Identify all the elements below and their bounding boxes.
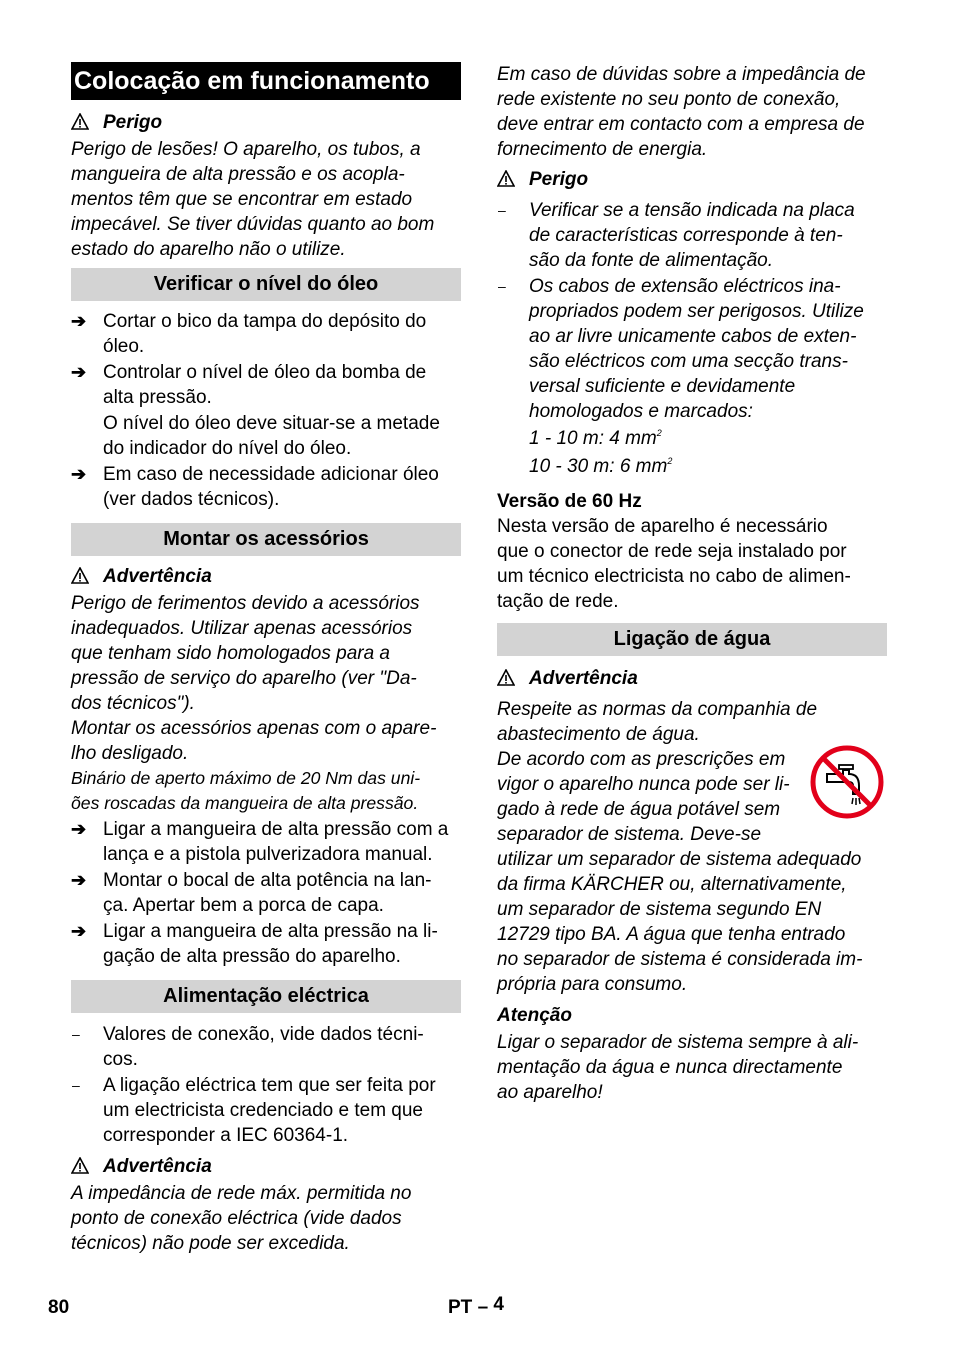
warning-heading: Advertência bbox=[71, 564, 461, 591]
page-title: Colocação em funcionamento bbox=[71, 62, 461, 100]
dash-bullet: – bbox=[72, 1026, 80, 1042]
warning-text: A impedância de rede máx. permitida no ponto de conexão eléctrica (vide dados técnicos) não pode ser excedida. bbox=[71, 1183, 412, 1254]
danger-heading: Perigo bbox=[71, 110, 461, 137]
no-potable-water-icon bbox=[809, 744, 885, 825]
arrow-right-icon: ➔ bbox=[71, 870, 87, 890]
warning-heading: Advertência bbox=[71, 1154, 461, 1181]
warning-triangle-icon bbox=[71, 566, 91, 591]
arrow-right-icon: ➔ bbox=[71, 819, 87, 839]
cable-spec: 10 - 30 m: 6 $mm^2$ bbox=[529, 456, 673, 477]
list-item: ➔ Montar o bocal de alta potência na lan- ça. Apertar bem a porca de capa. bbox=[71, 870, 432, 916]
potable-water-block bbox=[497, 747, 887, 847]
danger-heading: Perigo bbox=[497, 167, 887, 194]
warning-text: Perigo de ferimentos devido a acessórios inadequados. Utilizar apenas acessórios que tenham sido homologados para a pressão de serviço do aparelho (ver "Da- dos técnicos"). bbox=[71, 593, 420, 714]
attention-text: Ligar o separador de sistema sempre à ali- mentação da água e nunca directamente ao aparelho! bbox=[497, 1032, 859, 1103]
list-item: ➔ Ligar a mangueira de alta pressão com a lança e a pistola pulverizadora manual. bbox=[71, 819, 449, 865]
footer-section: PT – 4 bbox=[448, 1294, 504, 1318]
warning-heading: Advertência bbox=[497, 666, 887, 693]
list-item: – Verificar se a tensão indicada na placa de características corresponde à ten- são da fonte de alimentação. bbox=[498, 200, 855, 271]
section-heading-water: Ligação de água bbox=[497, 623, 887, 656]
warning-text: Respeite as normas da companhia de abastecimento de água. bbox=[497, 699, 818, 745]
warning-text: Binário de aperto máximo de 20 Nm das uni- ões roscadas da mangueira de alta pressão. bbox=[71, 768, 421, 813]
warning-text: De acordo com as prescrições em vigor o aparelho nunca pode ser li- gado à rede de água potável sem separador de sistema. Deve-se bbox=[497, 749, 790, 845]
arrow-right-icon: ➔ bbox=[71, 921, 87, 941]
list-item: ➔ Em caso de necessidade adicionar óleo (ver dados técnicos). bbox=[71, 464, 439, 510]
danger-text: Perigo de lesões! O aparelho, os tubos, a mangueira de alta pressão e os acopla- mentos têm que se encontrar em estado impecável. Se tiver dúvidas quanto ao bom estado do aparelho não o utilize. bbox=[71, 139, 435, 260]
arrow-right-icon: ➔ bbox=[71, 311, 87, 331]
dash-bullet: – bbox=[498, 202, 506, 218]
warning-triangle-icon bbox=[71, 112, 91, 137]
warning-triangle-icon bbox=[71, 1156, 91, 1181]
paragraph-60hz: Nesta versão de aparelho é necessário que o conector de rede seja instalado por um técnico electricista no cabo de alimen- tação de rede. bbox=[497, 516, 851, 612]
section-heading-oil: Verificar o nível do óleo bbox=[71, 268, 461, 301]
dash-bullet: – bbox=[72, 1077, 80, 1093]
page-number: 80 bbox=[48, 1297, 70, 1318]
warning-text: utilizar um separador de sistema adequado da firma KÄRCHER ou, alternativamente, um separador de sistema segundo EN 12729 tipo BA. A água que tenha entrado no separador de sistema é considerada im- própria para consumo. bbox=[497, 849, 863, 995]
warning-triangle-icon bbox=[497, 169, 517, 194]
right-column bbox=[497, 62, 887, 1105]
arrow-right-icon: ➔ bbox=[71, 464, 87, 484]
list-item: – Valores de conexão, vide dados técni- cos. bbox=[72, 1024, 424, 1070]
left-column bbox=[71, 62, 461, 1256]
cable-spec: 1 - 10 m: 4 $mm^2$ bbox=[529, 428, 662, 449]
list-item: ➔ Cortar o bico da tampa do depósito do óleo. bbox=[71, 311, 427, 357]
note-text: O nível do óleo deve situar-se a metade do indicador do nível do óleo. bbox=[103, 413, 440, 459]
section-heading-accessories: Montar os acessórios bbox=[71, 523, 461, 556]
impedance-note: Em caso de dúvidas sobre a impedância de rede existente no seu ponto de conexão, deve entrar em contacto com a empresa de fornecimento de energia. bbox=[497, 64, 866, 160]
list-item: ➔ Ligar a mangueira de alta pressão na li- gação de alta pressão do aparelho. bbox=[71, 921, 438, 967]
list-item: – A ligação eléctrica tem que ser feita por um electricista credenciado e tem que corresponder a IEC 60364-1. bbox=[72, 1075, 436, 1146]
list-item: ➔ Controlar o nível de óleo da bomba de alta pressão. bbox=[71, 362, 427, 408]
arrow-right-icon: ➔ bbox=[71, 362, 87, 382]
list-item: – Os cabos de extensão eléctricos ina- propriados podem ser perigosos. Utilize ao ar livre unicamente cabos de exten- são eléctricos com uma secção trans- versal suficiente e devidamente homologados e marcados: bbox=[498, 276, 864, 422]
attention-heading: Atenção bbox=[497, 1005, 572, 1026]
warning-triangle-icon bbox=[497, 668, 517, 693]
warning-text: Montar os acessórios apenas com o apare- lho desligado. bbox=[71, 718, 437, 764]
section-heading-electrical: Alimentação eléctrica bbox=[71, 980, 461, 1013]
dash-bullet: – bbox=[498, 278, 506, 294]
subheading-60hz: Versão de 60 Hz bbox=[497, 491, 642, 512]
